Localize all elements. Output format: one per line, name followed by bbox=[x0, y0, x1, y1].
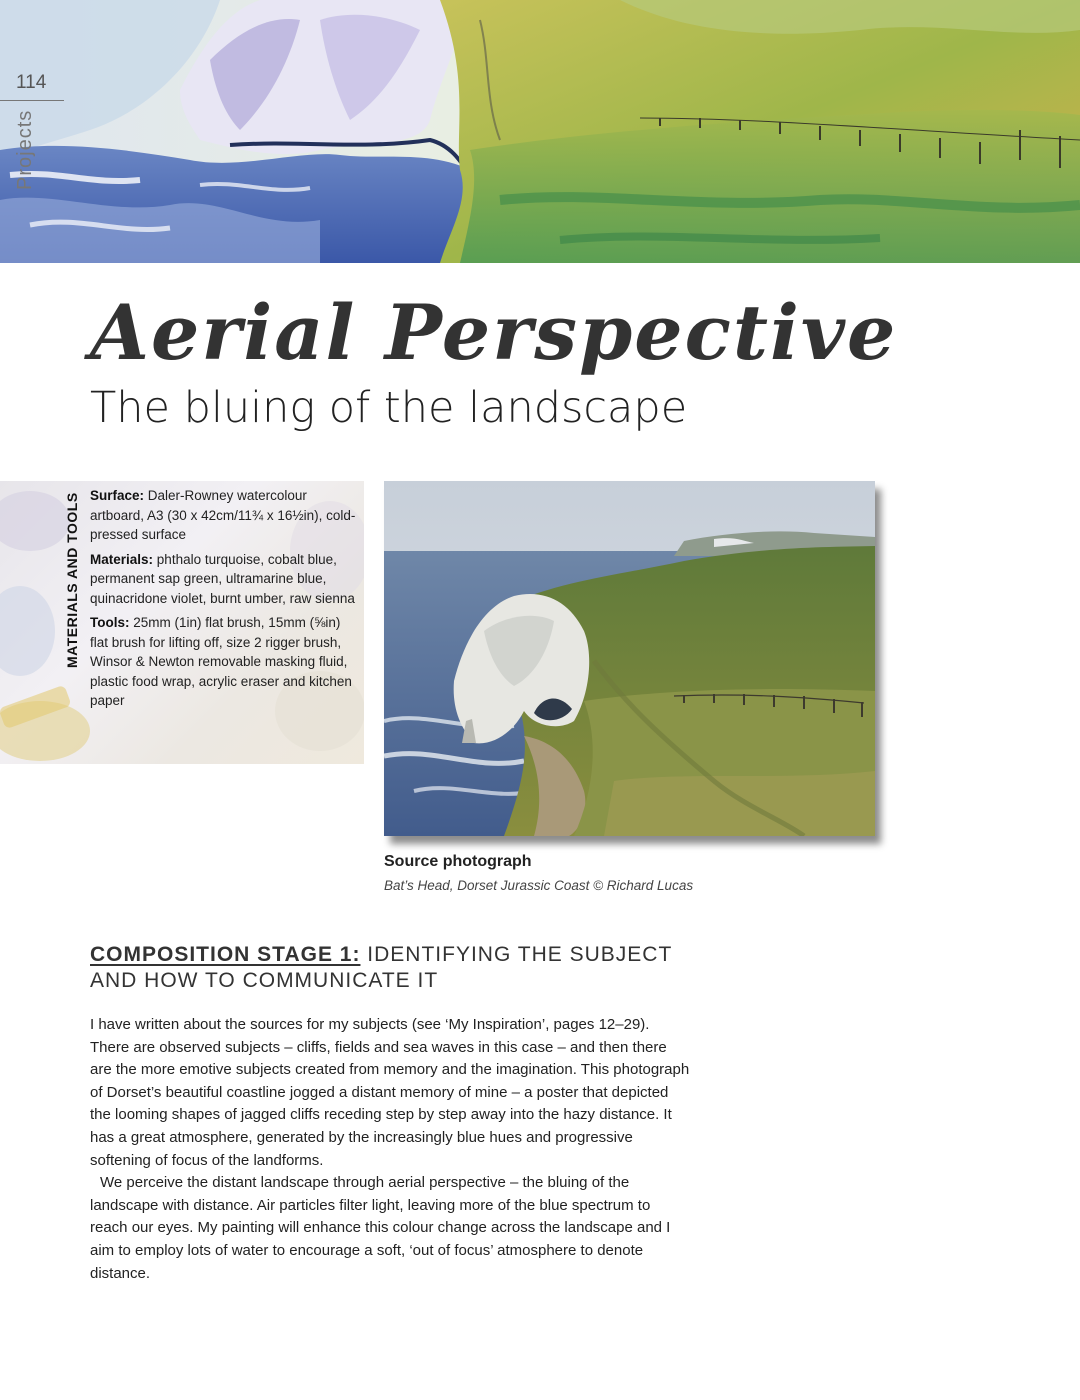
photo-caption-credit: Bat’s Head, Dorset Jurassic Coast © Richard Lucas bbox=[384, 878, 694, 893]
materials-item-label: Materials: bbox=[90, 551, 154, 567]
materials-item-text: 25mm (1in) flat brush, 15mm (⅝in) flat brush for lifting off, size 2 rigger brush, Winsor & Newton removable masking fluid, plastic food wrap, acrylic eraser and kitchen paper bbox=[90, 615, 352, 708]
materials-list bbox=[90, 486, 360, 716]
page-number-rule bbox=[0, 100, 64, 101]
page-subtitle: The bluing of the landscape bbox=[90, 383, 688, 433]
materials-item-label: Tools: bbox=[90, 615, 130, 630]
composition-heading-text: IDENTIFYING THE SUBJECT AND HOW TO COMMUNICATE IT bbox=[90, 943, 672, 992]
materials-item-tools bbox=[90, 613, 360, 711]
materials-item-text: phthalo turquoise, cobalt blue, permanent sap green, ultramarine blue, quinacridone violet, burnt umber, raw sienna bbox=[90, 551, 355, 606]
page-title: Aerial Perspective bbox=[90, 288, 898, 377]
coastline-photo-illustration bbox=[384, 481, 875, 836]
materials-item-text: Daler-Rowney watercolour artboard, A3 (30 x 42cm/11¾ x 16½in), cold-pressed surface bbox=[90, 488, 356, 542]
banner-painting bbox=[0, 0, 1080, 263]
composition-body bbox=[90, 1014, 690, 1285]
composition-heading bbox=[90, 942, 710, 994]
page-number: 114 bbox=[16, 72, 47, 93]
source-photograph bbox=[384, 481, 875, 836]
materials-item-label: Surface: bbox=[90, 488, 145, 503]
materials-item-surface bbox=[90, 486, 360, 545]
body-paragraph: We perceive the distant landscape through aerial perspective – the bluing of the landscape with distance. Air particles filter light, leaving more of the blue spectrum to reach our eyes. My painting will enhance this colour change across the landscape and I aim to employ lots of water to encourage a soft, ‘out of focus’ atmosphere to denote distance. bbox=[90, 1174, 671, 1282]
section-tab-label: Projects bbox=[14, 109, 36, 190]
body-paragraph: I have written about the sources for my subjects (see ‘My Inspiration’, pages 12–29). There are observed subjects – cliffs, fields and sea waves in this case – and then there are the more emotive subjects created from memory and the imagination. This photograph of Dorset’s beautiful coastline jogged a distant memory of mine – a poster that depicted the looming shapes of jagged cliffs receding step by step away into the hazy distance. It has a great atmosphere, generated by the increasingly blue hues and progressive softening of focus of the landforms. bbox=[90, 1016, 690, 1169]
watercolour-illustration bbox=[0, 0, 1080, 263]
composition-heading-stage: COMPOSITION STAGE 1: bbox=[90, 943, 361, 966]
materials-heading: MATERIALS AND TOOLS bbox=[64, 492, 80, 668]
photo-caption-title: Source photograph bbox=[384, 853, 532, 870]
materials-item-materials bbox=[90, 550, 360, 609]
